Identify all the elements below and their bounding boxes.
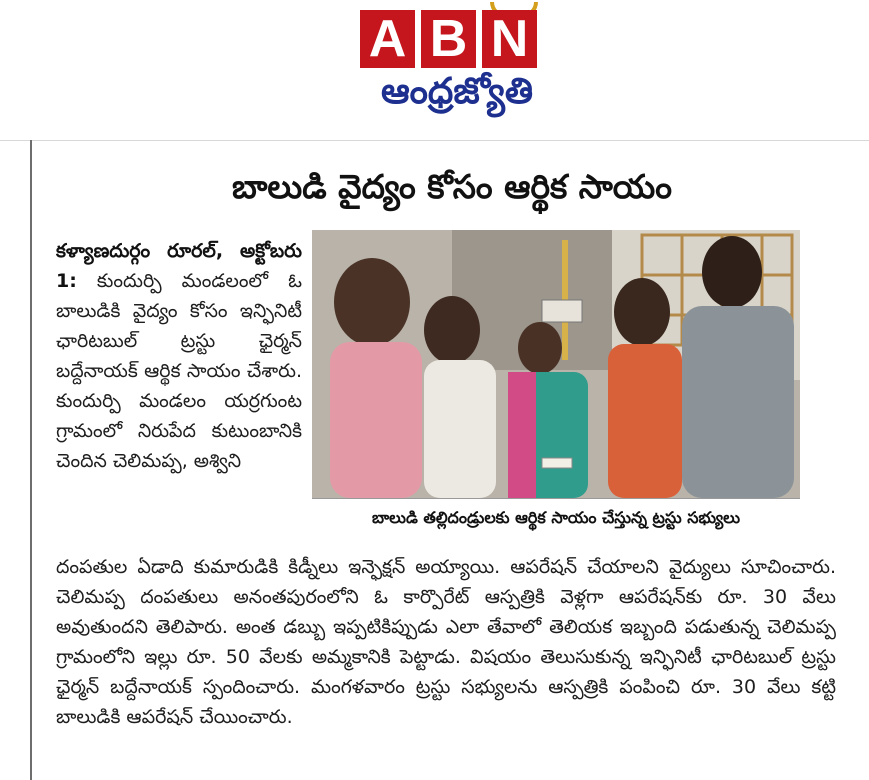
news-photo [312, 230, 800, 536]
dateline: కళ్యాణదుర్గం రూరల్, అక్టోబరు 1: [56, 240, 302, 292]
article-headline: బాలుడి వైద్యం కోసం ఆర్థిక సాయం [232, 167, 672, 206]
people-photo [312, 230, 800, 498]
abn-logo [360, 4, 560, 124]
logo-letter-b: B [421, 10, 476, 68]
article-body-start: కుందుర్పి మండలంలో ఓ బాలుడికి వైద్యం కోసం ఇన్ఫినిటీ ఛారిటబుల్ ట్రస్టు ఛైర్మన్ బద్దేనాయక్ ఆర్థిక సాయం చేశారు. కుందుర్పి మండలం యర్రగుంట గ్రామంలో నిరుపేద కుటుంబానికి చెందిన చెలిమప్ప, అశ్విని [56, 270, 302, 472]
photo-caption: బాలుడి తల్లిదండ్రులకు ఆర్థిక సాయం చేస్తున్న ట్రస్టు సభ్యులు [312, 498, 800, 537]
logo-letter-n: N [482, 10, 537, 68]
logo-letter-a: A [360, 10, 415, 68]
people-photo-illustration [312, 230, 800, 498]
logo-letters [360, 10, 537, 68]
article-body-wide: దంపతుల ఏడాది కుమారుడికి కిడ్నీలు ఇన్ఫెక్షన్ అయ్యాయి. ఆపరేషన్ చేయాలని వైద్యులు సూచించారు. చెలిమప్ప దంపతులు అనంతపురంలోని ఓ కార్పొరేట్ ఆస్పత్రికి వెళ్లగా ఆపరేషన్‌కు రూ. 30 వేలు అవుతుందని తెలిపారు. అంత డబ్బు ఇప్పటికిప్పుడు ఎలా తేవాలో తెలియక ఇబ్బంది పడుతున్న చెలిమప్ప గ్రామంలోని ఇల్లు రూ. 50 వేలకు అమ్మకానికి పెట్టాడు. విషయం తెలుసుకున్న ఇన్ఫినిటీ ఛారిటబుల్ ట్రస్టు ఛైర్మన్ బద్దేనాయక్ స్పందించారు. మంగళవారం ట్రస్టు సభ్యులను ఆస్పత్రికి పంపించి రూ. 30 వేలు కట్టి బాలుడికి ఆపరేషన్ చేయించారు. [56, 556, 836, 728]
news-clipping [30, 140, 869, 780]
masthead [0, 0, 869, 141]
logo-subtitle: ఆంధ్రజ్యోతి [380, 71, 534, 112]
article-body-column [56, 236, 302, 476]
